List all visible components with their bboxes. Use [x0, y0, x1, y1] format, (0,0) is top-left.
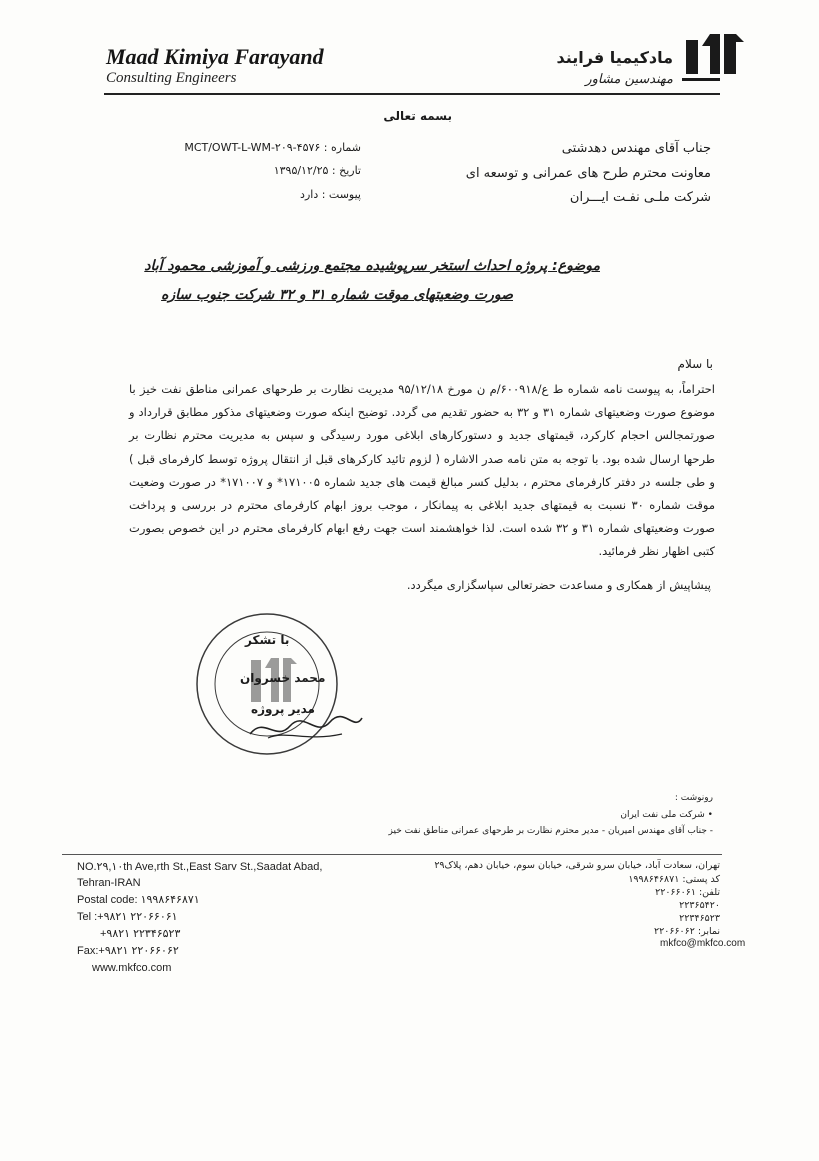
- letter-body: [129, 378, 715, 564]
- copy-recipient-2: - جناب آقای مهندس امیریان - مدیر محترم نظارت بر طرحهای عمرانی مناطق نفت خیز: [388, 826, 713, 836]
- letter-attachment: پیوست : دارد: [300, 188, 361, 201]
- company-subtitle-fa: مهندسین مشاور: [585, 72, 673, 87]
- signature-thanks: با تشکر: [245, 633, 290, 647]
- footer-email[interactable]: mkfco@mkfco.com: [660, 938, 746, 949]
- closing-line: پیشاپیش از همکاری و مساعدت حضرتعالی سپاسگزاری میگردد.: [406, 578, 711, 592]
- copies-label: رونوشت :: [674, 793, 713, 803]
- footer-postal-en: Postal code: ۱۹۹۸۶۴۶۸۷۱: [77, 894, 200, 906]
- letter-reference-number: شماره : ۴۵۷۶-MCT/OWT-L-WM-۲۰۹: [184, 141, 361, 154]
- company-name-fa: مادکیمیا فرایند: [556, 48, 673, 67]
- company-logo-icon: [680, 32, 746, 82]
- body-paragraph: احتراماً، به پیوست نامه شماره ط ع/۶۰۰۹۱۸/م ن مورخ ۹۵/۱۲/۱۸ مدیریت نظارت بر طرحهای عمرانی مناطق نفت خیز با موضوع صورت وضعیتهای شماره ۳۱ و ۳۲ به حضور تقدیم می گردد. توضیح اینکه صورت وضعیتهای مذکور مطابق قرارداد و صورتمجالس احجام کارکرد، قیمتهای جدید و دستورکارهای ابلاغی مورد رسیدگی و سپس به مدیریت محترم نظارت بر طرحها ارسال شده بود. با توجه به متن نامه صدر الاشاره ( لزوم تائید کارکرهای قبل از انتقال پروژه توسط کارفرمای قبل ) و طی جلسه در دفتر کارفرمای محترم ، بدلیل کسر مبالغ قیمت های جدید شماره ۱۷۱۰۰۵* و ۱۷۱۰۰۷* در صورت وضعیت موقت شماره ۳۰ نسبت به قیمتهای جدید ابلاغی به پیمانکار ، موجب بروز ابهام کارفرمای محترم در بررسی و پرداخت صورت وضعیتهای شماره ۳۱ و ۳۲ شده است. لذا خواهشمند است جهت رفع ابهام کارفرمای محترم در این خصوص بصورت کتبی اظهار نظر فرمائید.: [129, 382, 715, 559]
- footer-address-fa: تهران، سعادت آباد، خیابان سرو شرقی، خیابان سوم، خیابان دهم، پلاک۲۹: [434, 860, 720, 871]
- footer-tel-fa-3: ۲۲۳۴۶۵۲۳: [679, 913, 720, 924]
- copy-recipient-1: • شرکت ملی نفت ایران: [620, 810, 713, 820]
- footer-fax-en: Fax:+۹۸۲۱ ۲۲۰۶۶۰۶۲: [77, 945, 179, 957]
- footer-fax-fa: نمابر: ۲۲۰۶۶۰۶۲: [654, 926, 720, 937]
- footer-address-en-2: Tehran-IRAN: [77, 877, 141, 889]
- recipient-name: جناب آقای مهندس دهدشتی: [561, 141, 711, 156]
- footer-address-en-1: NO.۲۹,۱۰th Ave,rth St.,East Sarv St.,Saadat Abad,: [77, 861, 323, 873]
- handwritten-signature-icon: [246, 708, 366, 746]
- company-name-en: Maad Kimiya Farayand: [106, 44, 324, 69]
- subject-line-2: صورت وضعیتهای موقت شماره ۳۱ و ۳۲ شرکت جنوب سازه: [161, 287, 513, 303]
- company-subtitle-en: Consulting Engineers: [106, 70, 237, 86]
- signer-title: مدیر پروژه: [251, 702, 315, 716]
- footer-tel-fa-1: تلفن: ۲۲۰۶۶۰۶۱: [655, 887, 720, 898]
- signer-name: محمد خسروان: [240, 671, 326, 685]
- letter-date: تاریخ : ۱۳۹۵/۱۲/۲۵: [273, 164, 361, 177]
- subject-line-1: موضوع: پروژه احداث استخر سرپوشیده مجتمع ورزشی و آموزشی محمود آباد: [144, 258, 600, 274]
- greeting: با سلام: [677, 357, 713, 371]
- footer-tel-en-2: +۹۸۲۱ ۲۲۳۴۶۵۲۳: [100, 928, 181, 940]
- recipient-organization: شرکت ملـی نفـت ایـــران: [569, 190, 711, 205]
- footer-divider: [62, 854, 722, 855]
- recipient-department: معاونت محترم طرح های عمرانی و توسعه ای: [465, 166, 711, 181]
- footer-tel-en-1: Tel :+۹۸۲۱ ۲۲۰۶۶۰۶۱: [77, 911, 178, 923]
- basmala-heading: بسمه تعالی: [383, 109, 452, 123]
- footer-postal-fa: کد پستی: ۱۹۹۸۶۴۶۸۷۱: [628, 874, 720, 885]
- footer-tel-fa-2: ۲۲۳۶۵۴۲۰: [679, 900, 720, 911]
- footer-website[interactable]: www.mkfco.com: [92, 962, 172, 974]
- header-divider: [104, 93, 720, 95]
